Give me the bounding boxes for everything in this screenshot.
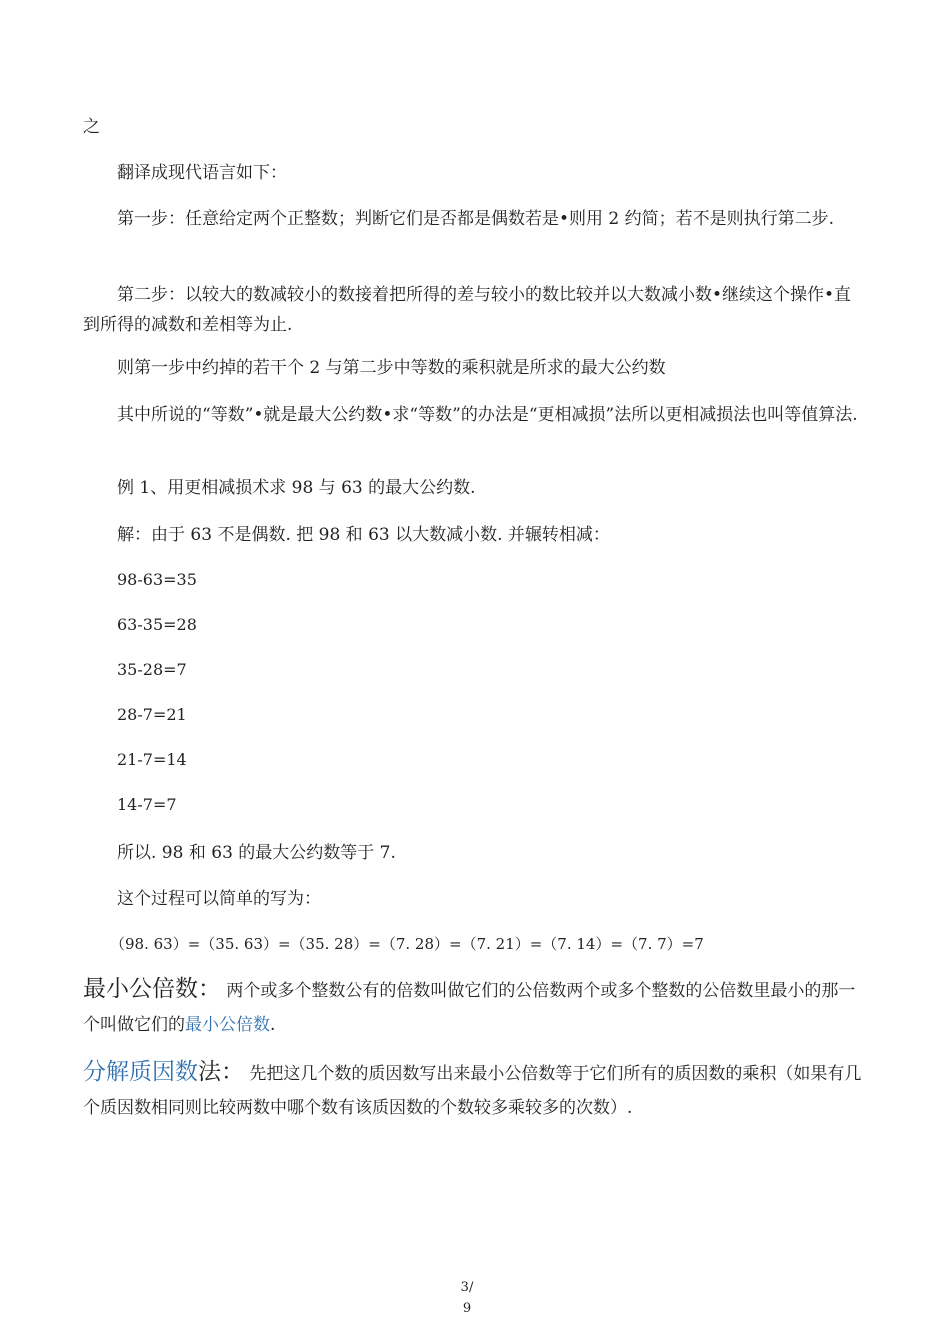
subtraction-step: 21-7=14: [117, 750, 187, 769]
step-one-paragraph: 第一步：任意给定两个正整数；判断它们是否都是偶数若是•则用 2 约简；若不是则执行第二步.: [117, 209, 835, 229]
factor-text: 先把这几个数的质因数写出来最小公倍数等于它们所有的质因数的乘积（如果有几个质因数相同则比较两数中哪个数有该质因数的个数较多乘较多的次数）.: [83, 1064, 862, 1118]
intro-translation: 翻译成现代语言如下：: [117, 163, 287, 183]
result-statement: 所以. 98 和 63 的最大公约数等于 7.: [117, 843, 396, 863]
lcm-link[interactable]: 最小公倍数: [185, 1015, 270, 1035]
page-number-current: 3/: [460, 1280, 474, 1295]
subtraction-step: 98-63=35: [117, 570, 197, 589]
factor-heading-link[interactable]: 分解质因数: [83, 1059, 198, 1085]
subtraction-step: 35-28=7: [117, 660, 187, 679]
process-summary-formula: （98. 63）=（35. 63）=（35. 28）=（7. 28）=（7. 21）=（7. 14）=（7. 7）=7: [110, 935, 704, 953]
lcm-definition: [83, 972, 868, 1042]
process-summary-intro: 这个过程可以简单的写为：: [117, 889, 321, 909]
gcd-conclusion: 则第一步中约掉的若干个 2 与第二步中等数的乘积就是所求的最大公约数: [117, 358, 666, 378]
factorization-method: [83, 1055, 868, 1125]
lcm-heading: 最小公倍数：: [83, 976, 221, 1002]
page-number-total: 9: [462, 1301, 472, 1316]
solution-intro: 解：由于 63 不是偶数. 把 98 和 63 以大数减小数. 并辗转相减：: [117, 525, 610, 545]
step-two-paragraph: 第二步：以较大的数减较小的数接着把所得的差与较小的数比较并以大数减小数•继续这个操作•直到所得的减数和差相等为止.: [83, 285, 852, 335]
subtraction-step: 28-7=21: [117, 705, 187, 724]
lcm-end: .: [270, 1015, 276, 1035]
factor-heading-suffix: 法：: [198, 1059, 244, 1085]
text-line-zhi: 之: [83, 117, 100, 137]
subtraction-step: 14-7=7: [117, 795, 177, 814]
example-1-title: 例 1、用更相减损术求 98 与 63 的最大公约数.: [117, 478, 476, 498]
subtraction-step: 63-35=28: [117, 615, 197, 634]
lcm-text: 两个或多个整数公有的倍数叫做它们的公倍数两个或多个整数的公倍数里最小的那一个叫做它们的: [83, 981, 856, 1035]
dengshu-explanation: 其中所说的“等数”•就是最大公约数•求“等数”的办法是“更相减损”法所以更相减损法也叫等值算法.: [117, 405, 858, 425]
